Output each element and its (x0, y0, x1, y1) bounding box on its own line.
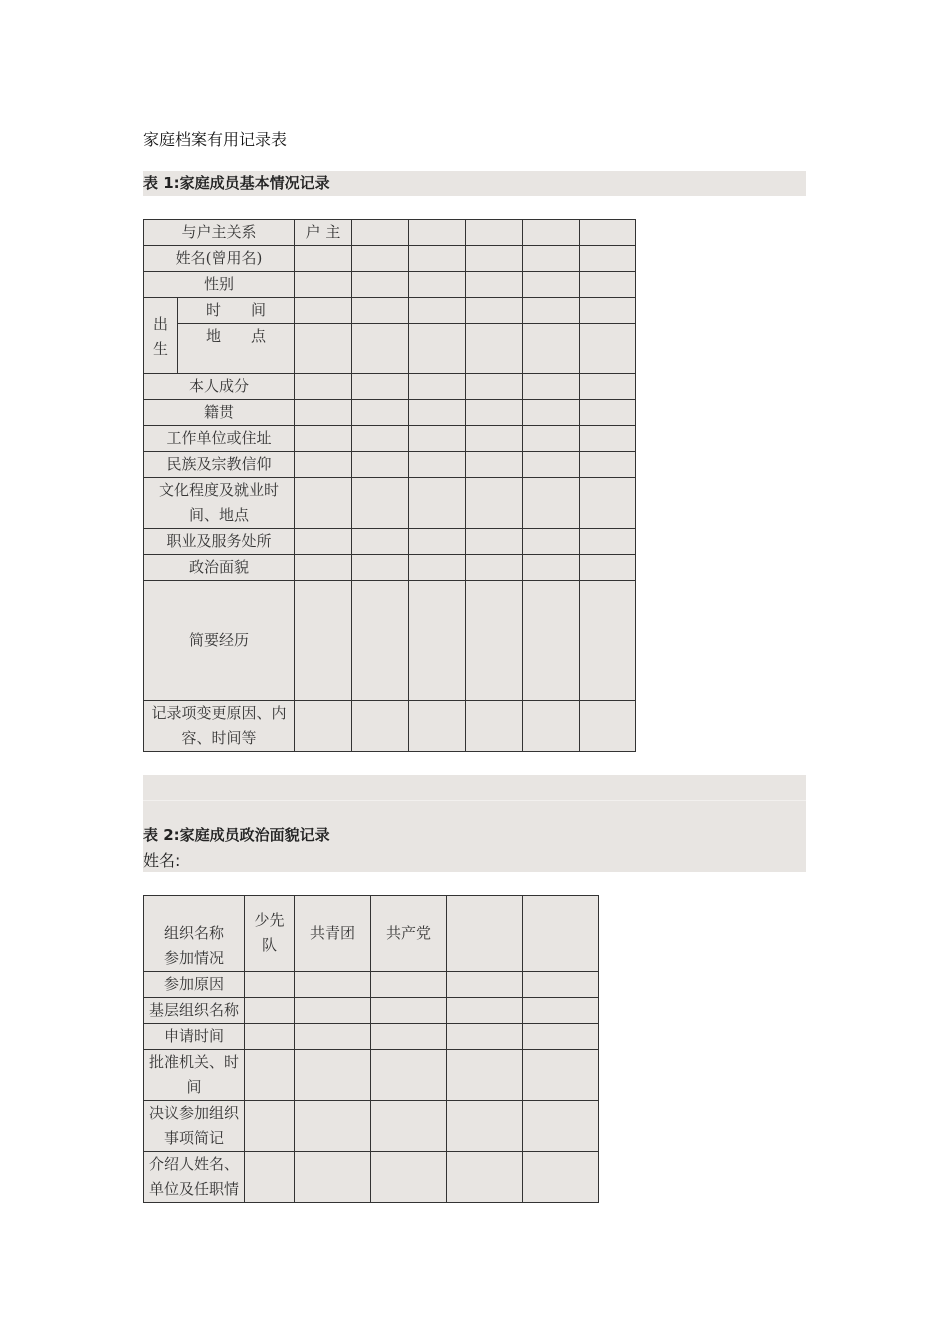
row-label-occupation: 职业及服务处所 (144, 529, 295, 555)
cell[interactable] (295, 1152, 371, 1203)
cell[interactable] (352, 298, 409, 324)
cell[interactable] (352, 426, 409, 452)
cell[interactable] (295, 581, 352, 701)
cell[interactable] (295, 1050, 371, 1101)
cell[interactable] (523, 1152, 599, 1203)
cell[interactable] (295, 452, 352, 478)
cell[interactable] (447, 896, 523, 972)
cell[interactable] (295, 998, 371, 1024)
cell[interactable] (466, 426, 523, 452)
cell[interactable] (580, 272, 636, 298)
cell[interactable] (523, 1101, 599, 1152)
table2-name-label: 姓名: (143, 851, 181, 870)
org-label-line2: 参加情况 (163, 949, 224, 967)
cell[interactable] (523, 998, 599, 1024)
row-label-org-name: 基层组织名称 (144, 998, 245, 1024)
cell[interactable] (352, 374, 409, 400)
header-young-pioneers (245, 896, 295, 972)
row-label-approval (144, 1050, 245, 1101)
political-status-table (143, 895, 599, 1203)
cell[interactable] (245, 1101, 295, 1152)
cell[interactable] (523, 478, 580, 529)
change-line1: 记录项变更原因、内 (151, 704, 287, 722)
cell[interactable] (466, 246, 523, 272)
education-line1: 文化程度及就业时 (159, 481, 280, 499)
cell[interactable] (295, 374, 352, 400)
cell[interactable] (580, 324, 636, 374)
cell[interactable] (523, 452, 580, 478)
cell[interactable] (295, 272, 352, 298)
cell[interactable] (352, 555, 409, 581)
cell[interactable] (580, 555, 636, 581)
cell[interactable] (409, 246, 466, 272)
row-label-political: 政治面貌 (144, 555, 295, 581)
cell[interactable] (371, 1050, 447, 1101)
table1-heading: 表 1:家庭成员基本情况记录 (143, 171, 806, 196)
cell[interactable] (295, 972, 371, 998)
cell[interactable] (523, 272, 580, 298)
cell[interactable] (352, 220, 409, 246)
cell[interactable] (295, 298, 352, 324)
cell[interactable] (371, 1152, 447, 1203)
row-label-apply-time: 申请时间 (144, 1024, 245, 1050)
cell[interactable] (580, 426, 636, 452)
birth-top: 出 (152, 314, 168, 333)
cell[interactable] (523, 581, 580, 701)
birth-bottom: 生 (152, 339, 168, 358)
row-label-name: 姓名(曾用名) (144, 246, 295, 272)
cell[interactable] (523, 701, 580, 752)
approve-line2: 间 (186, 1078, 202, 1096)
cell[interactable] (409, 701, 466, 752)
cell[interactable] (371, 1101, 447, 1152)
cell[interactable] (295, 701, 352, 752)
cell[interactable] (466, 701, 523, 752)
cell[interactable] (295, 529, 352, 555)
cell[interactable] (352, 478, 409, 529)
table2-heading: 表 2:家庭成员政治面貌记录 (143, 826, 330, 844)
cell[interactable] (295, 400, 352, 426)
row-label-resume: 简要经历 (144, 581, 295, 701)
cell[interactable] (352, 452, 409, 478)
cell[interactable] (580, 478, 636, 529)
cell[interactable] (295, 478, 352, 529)
page-title: 家庭档案有用记录表 (143, 130, 288, 149)
row-label-ethnicity: 民族及宗教信仰 (144, 452, 295, 478)
family-members-table (143, 219, 636, 752)
cell[interactable] (295, 246, 352, 272)
cell[interactable] (466, 272, 523, 298)
cell[interactable] (466, 400, 523, 426)
cell[interactable] (466, 581, 523, 701)
row-label-resolution (144, 1101, 245, 1152)
cell[interactable] (245, 1152, 295, 1203)
cell[interactable] (295, 426, 352, 452)
header-youth-league: 共青团 (295, 896, 371, 972)
cell[interactable] (466, 324, 523, 374)
cell[interactable] (409, 555, 466, 581)
header-relation-label: 与户主关系 (144, 220, 295, 246)
cell[interactable] (409, 324, 466, 374)
cell[interactable] (245, 1024, 295, 1050)
cell[interactable] (523, 426, 580, 452)
cell[interactable] (295, 1024, 371, 1050)
cell[interactable] (447, 972, 523, 998)
header-org-label (144, 896, 245, 972)
row-label-reason: 参加原因 (144, 972, 245, 998)
row-label-change-record (144, 701, 295, 752)
cell[interactable] (523, 246, 580, 272)
cell[interactable] (409, 400, 466, 426)
row-label-education (144, 478, 295, 529)
change-line2: 容、时间等 (181, 729, 257, 747)
cell[interactable] (523, 529, 580, 555)
cell[interactable] (580, 701, 636, 752)
cell[interactable] (409, 220, 466, 246)
cell[interactable] (580, 452, 636, 478)
cell[interactable] (352, 529, 409, 555)
cell[interactable] (352, 324, 409, 374)
introducer-line1: 介绍人姓名、 (148, 1155, 239, 1173)
cell[interactable] (466, 298, 523, 324)
cell[interactable] (409, 426, 466, 452)
row-label-work-address: 工作单位或住址 (144, 426, 295, 452)
cell[interactable] (523, 1024, 599, 1050)
header-head-of-household: 户 主 (295, 220, 352, 246)
cell[interactable] (409, 581, 466, 701)
cell[interactable] (447, 1152, 523, 1203)
cell[interactable] (447, 998, 523, 1024)
cell[interactable] (295, 555, 352, 581)
cell[interactable] (580, 529, 636, 555)
cell[interactable] (523, 324, 580, 374)
cell[interactable] (245, 972, 295, 998)
row-label-introducer (144, 1152, 245, 1203)
header-communist-party: 共产党 (371, 896, 447, 972)
row-label-class-status: 本人成分 (144, 374, 295, 400)
cell[interactable] (371, 972, 447, 998)
cell[interactable] (466, 220, 523, 246)
cell[interactable] (466, 478, 523, 529)
table2-heading-band (143, 775, 806, 872)
cell[interactable] (447, 1024, 523, 1050)
cell[interactable] (580, 298, 636, 324)
cell[interactable] (466, 555, 523, 581)
cell[interactable] (409, 298, 466, 324)
cell[interactable] (466, 529, 523, 555)
cell[interactable] (523, 298, 580, 324)
cell[interactable] (523, 972, 599, 998)
org-label-line1: 组织名称 (163, 924, 224, 942)
cell[interactable] (523, 220, 580, 246)
cell[interactable] (466, 374, 523, 400)
cell[interactable] (580, 220, 636, 246)
band-divider (143, 800, 806, 801)
cell[interactable] (580, 400, 636, 426)
cell[interactable] (447, 1050, 523, 1101)
cell[interactable] (245, 1050, 295, 1101)
pioneers-line2: 队 (261, 936, 277, 954)
cell[interactable] (409, 272, 466, 298)
pioneers-line1: 少先 (254, 911, 285, 929)
cell[interactable] (352, 246, 409, 272)
cell[interactable] (352, 701, 409, 752)
row-label-native-place: 籍贯 (144, 400, 295, 426)
cell[interactable] (245, 998, 295, 1024)
cell[interactable] (352, 272, 409, 298)
cell[interactable] (523, 374, 580, 400)
cell[interactable] (523, 896, 599, 972)
cell[interactable] (447, 1101, 523, 1152)
cell[interactable] (523, 555, 580, 581)
education-line2: 间、地点 (189, 506, 250, 524)
cell[interactable] (409, 452, 466, 478)
cell[interactable] (295, 1101, 371, 1152)
cell[interactable] (466, 452, 523, 478)
cell[interactable] (580, 246, 636, 272)
approve-line1: 批准机关、时 (148, 1053, 239, 1071)
cell[interactable] (523, 1050, 599, 1101)
cell[interactable] (409, 374, 466, 400)
cell[interactable] (580, 581, 636, 701)
cell[interactable] (371, 1024, 447, 1050)
cell[interactable] (371, 998, 447, 1024)
cell[interactable] (352, 400, 409, 426)
cell[interactable] (352, 581, 409, 701)
cell[interactable] (580, 374, 636, 400)
cell[interactable] (523, 400, 580, 426)
row-group-birth (144, 298, 178, 374)
row-label-gender: 性别 (144, 272, 295, 298)
introducer-line2: 单位及任职情 (148, 1180, 239, 1198)
resolution-line1: 决议参加组织 (148, 1104, 239, 1122)
resolution-line2: 事项简记 (163, 1129, 224, 1147)
cell[interactable] (409, 529, 466, 555)
cell[interactable] (409, 478, 466, 529)
cell[interactable] (295, 324, 352, 374)
row-label-birth-place: 地 点 (178, 324, 295, 374)
row-label-birth-time: 时 间 (178, 298, 295, 324)
